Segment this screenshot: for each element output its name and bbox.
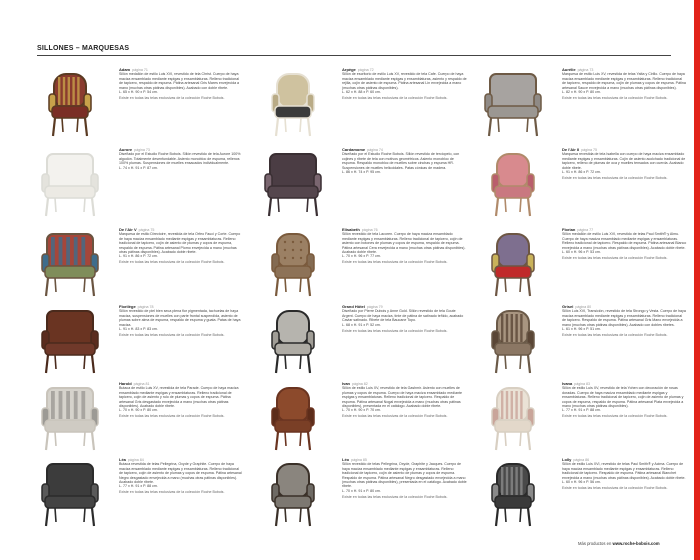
product-dimensions: L. 74 x H. 91 x P. 87 cm. — [119, 165, 158, 170]
product-name: Cardamome — [342, 147, 366, 152]
product-entry — [260, 68, 470, 143]
product-image[interactable] — [480, 228, 546, 300]
product-page-ref: página 76 — [361, 228, 378, 232]
footer-prefix: Más productos en — [578, 541, 612, 546]
footer-url[interactable]: www.roche-bobois.com — [612, 541, 660, 546]
product-description: Sillón de estilo Luis XV, revestido de tela Yohen con decoración de rosas doradas. Cuerpo de haya maciza ensamblado mediante espigas y ensamblaturas. Relleno tradicional de tapicero, cojín de asiento de plumas y copos de espuma, respaldo de espuma. Pátina artesanal Plata envejecida a mano (muchas otras pátinas disponibles). — [562, 386, 684, 409]
product-dimensions: L. 60 x H. 96 x P. 56 cm. — [562, 480, 601, 485]
product-image[interactable] — [37, 228, 103, 300]
product-entry — [37, 228, 247, 303]
product-text — [562, 458, 687, 490]
product-page-ref: página 77 — [577, 228, 594, 232]
product-page-ref: página 86 — [573, 458, 590, 462]
black-stripe-chair-icon — [480, 458, 546, 530]
product-image[interactable] — [480, 68, 546, 140]
product-dimensions: L. 91 x H. 86 x P. 72 cm. — [119, 254, 158, 259]
product-description: Marquesa revestida de tela Isabella con cuerpo de haya maciza ensamblado mediante espigas y ensamblaturas. Cojín de asiento acolchado tradicional de tapicero, relleno de plumas de oca y muelles tensados con cuerda. Acabado doble ribete. — [562, 152, 686, 170]
product-name: Ivan — [342, 381, 351, 386]
product-page-ref: página 82 — [352, 382, 368, 386]
product-entry — [37, 382, 247, 457]
product-page-ref: página 81 — [133, 382, 150, 386]
product-note: Existe en todas las telas exclusivas de la colección Roche Bobois. — [119, 490, 225, 495]
product-entry — [260, 148, 470, 223]
product-text — [562, 148, 687, 180]
product-name: Grand Hôtel — [342, 304, 365, 309]
product-image[interactable] — [37, 382, 103, 454]
product-page-ref: página 85 — [351, 458, 367, 462]
product-image[interactable] — [260, 382, 326, 454]
floral-chair-icon — [480, 382, 546, 454]
product-text — [562, 228, 687, 260]
product-image[interactable] — [480, 382, 546, 454]
product-entry — [480, 458, 690, 533]
product-name: Grisel — [562, 304, 574, 309]
product-entry — [480, 228, 690, 303]
product-note: Existe en todas las telas exclusivas de la colección Roche Bobois. — [342, 328, 448, 333]
product-dimensions: L. 77 x H. 91 x P. 88 cm. — [119, 484, 158, 489]
product-name: Aurore — [119, 147, 133, 152]
product-text — [342, 305, 467, 333]
product-dimensions: L. 70 x H. 90 x P. 70 cm. — [342, 408, 381, 413]
product-note: Existe en todas las telas exclusivas de la colección Roche Bobois. — [562, 332, 668, 337]
product-dimensions: L. 70 x H. 90 x P. 80 cm. — [119, 408, 158, 413]
product-text — [119, 228, 244, 265]
product-text — [342, 458, 467, 499]
product-text — [119, 458, 244, 495]
product-description: Butaca revestida de telas Pellegrina, Oxyde y Graphite. Cuerpo de haya maciza ensamblado mediante espigas y ensamblaturas. Relleno tradicional de tapicero, cojín de asiento de plumas y copos de espuma. Pátina artesanal Negro desgastado envejecida a mano (muchas otras pátinas disponibles). Acabado doble ribete. — [119, 462, 242, 485]
product-entry — [37, 458, 247, 533]
tufted-chair-icon — [260, 228, 326, 300]
product-entry — [37, 68, 247, 143]
product-text — [562, 382, 687, 419]
product-name: Léa — [119, 457, 126, 462]
product-description: Marquesa de estilo Directoire, revestida de tela Orfeo Fauci y Corte. Cuerpo de haya maciza ensamblado mediante espigas y ensamblaturas. Relleno tradicional de tapicero, cojín de asiento de plumas y copos de espuma, respaldo de espuma. Pátina artesanal Plomo envejecida a mano (muchas otras pátinas disponibles). Acabado doble ribete. — [119, 232, 241, 255]
pink-armchair-icon — [480, 148, 546, 220]
product-image[interactable] — [480, 305, 546, 377]
gray-armchair-icon — [260, 458, 326, 530]
product-dimensions: L. 60 x H. 96 x P. 53 cm. — [562, 250, 601, 255]
product-note: Existe en todas las telas exclusivas de la colección Roche Bobois. — [562, 414, 668, 419]
product-name: Harold — [119, 381, 132, 386]
product-entry — [480, 68, 690, 143]
dark-bergere-icon — [37, 458, 103, 530]
product-name: De l'Air V — [119, 227, 137, 232]
white-slipcover-icon — [37, 148, 103, 220]
product-entry — [260, 305, 470, 380]
product-image[interactable] — [480, 148, 546, 220]
product-image[interactable] — [37, 305, 103, 377]
dark-sofa-icon — [260, 148, 326, 220]
product-description: Sillón medallón de estilo Luis XVI, revestido de tela Christ. Cuerpo de haya maciza ensamblado mediante espigas y ensamblaturas. Relleno tradicional de tapicero, respaldo de espuma. Pátina artesanal Gris Mares envejecida a mano (muchas otras pátinas disponibles). Acabado con doble ribete. — [119, 72, 240, 90]
product-note: Existe en todas las telas exclusivas de la colección Roche Bobois. — [119, 414, 225, 419]
product-dimensions: L. 82 x H. 90 x P. 80 cm. — [562, 90, 601, 95]
product-page-ref: página 75 — [138, 228, 155, 232]
product-dimensions: L. 91 x H. 86 x P. 72 cm. — [562, 170, 601, 175]
product-note: Existe en todas las telas exclusivas de la colección Roche Bobois. — [562, 485, 668, 490]
product-name: Florilège — [119, 304, 136, 309]
product-image[interactable] — [37, 148, 103, 220]
gray-fauteuil-icon — [260, 305, 326, 377]
striped-armchair-icon — [37, 68, 103, 140]
title-rule — [37, 55, 671, 56]
product-text — [119, 148, 244, 170]
product-page-ref: página 73 — [577, 68, 594, 72]
striped-sofa-icon — [37, 228, 103, 300]
toile-bergere-icon — [37, 382, 103, 454]
product-text — [342, 148, 467, 174]
wood-frame-chair-icon — [260, 382, 326, 454]
product-description: Sillón revestido de telas Pellegrina, Oxyde, Graphite y Jacques. Cuerpo de haya maciza ensamblado mediante espigas y ensamblaturas. Relleno tradicional de tapicero, cojín de asiento de plumas y copos de espuma. Respaldo de espuma. Pátina artesanal Negro desgastado envejecida a mano (muchas otras pátinas disponibles), presentada en el catálogo. Acabado doble ribete. — [342, 462, 467, 489]
striped-oval-chair-icon — [480, 305, 546, 377]
product-note: Existe en todas las telas exclusivas de la colección Roche Bobois. — [342, 260, 448, 265]
product-dimensions: L. 70 x H. 96 x P. 77 cm. — [342, 254, 381, 259]
product-image[interactable] — [260, 148, 326, 220]
product-text — [562, 68, 687, 100]
product-note: Existe en todas las telas exclusivas de la colección Roche Bobois. — [342, 494, 448, 499]
product-entry — [480, 305, 690, 380]
product-page-ref: página 80 — [575, 305, 592, 309]
product-description: Diseñado por el Estudio Roche Bobois. Sillón revestido de tela Aurore 100% algodón. Totalmente desenfundable. Asiento monobloc de espuma, rellenos 100% plumas. Suspensiones de muelles ensacados individualmente. — [119, 152, 241, 166]
product-entry — [480, 148, 690, 223]
cane-chair-icon — [260, 68, 326, 140]
product-dimensions: L. 70 x H. 91 x P. 80 cm. — [342, 488, 381, 493]
product-description: Sillón de estilo Luis XV, revestido de tela Gashmir. Asiento con muelles de plumas y copos de espuma. Cuerpo de haya maciza ensamblado mediante espigas y ensamblaturas. Relleno tradicional de tapicero. Respaldo de espuma. Pátina artesanal Nogal envejecida a mano (muchas otras pátinas disponibles), presentada en el catálogo. Acabado doble ribete. — [342, 386, 463, 409]
product-description: Marquesa de estilo Luis XV, revestida de telas Yalta y Cirillo. Cuerpo de haya maciza ensamblado mediante espigas y ensamblaturas. Relleno tradicional de tapicero, respaldo de espuma, cojín de plumas y copos de espuma. Pátina artesanal Sauce envejecida a mano (muchas otras pátinas disponibles). — [562, 72, 686, 90]
product-description: Butaca de estilo Luis XV, revestida de tela Parade. Cuerpo de haya maciza ensamblado mediante espigas y ensamblaturas. Relleno tradicional de tapicero, cojín de asiento y rulo de plumas y copos de espuma. Pátina artesanal Gris desgastado envejecida a mano (muchas otras pátinas disponibles). Acabado doble ribete. — [119, 386, 239, 409]
product-dimensions: L. 65 x H. 90 x P. 54 cm. — [119, 90, 158, 95]
product-dimensions: L. 68 x H. 91 x P. 52 cm. — [342, 322, 381, 327]
product-image[interactable] — [260, 228, 326, 300]
product-page-ref: página 78 — [137, 305, 154, 309]
product-page-ref: página 71 — [132, 68, 148, 72]
product-page-ref: página 79 — [366, 305, 383, 309]
product-note: Existe en todas las telas exclusivas de la colección Roche Bobois. — [119, 260, 225, 265]
product-text — [119, 382, 244, 419]
product-note: Existe en todas las telas exclusivas de la colección Roche Bobois. — [562, 175, 668, 180]
product-name: Adam — [119, 67, 131, 72]
product-text — [119, 68, 244, 100]
product-page-ref: página 83 — [574, 382, 591, 386]
product-dimensions: L. 91 x H. 83 x P. 83 cm. — [119, 327, 158, 332]
product-image[interactable] — [37, 68, 103, 140]
product-page-ref: página 74 — [367, 148, 383, 152]
product-note: Existe en todas las telas exclusivas de la colección Roche Bobois. — [342, 414, 448, 419]
product-text — [342, 382, 467, 419]
product-description: Diseñado por Pierre Dubois y Anne Gold. Sillón revestido de tela Goute Argent. Cuerpo de haya maciza, tinte de pátina de satinado teñido, acabado Caviar satinado. Ribete de tela Baucane Topo. — [342, 309, 464, 323]
product-name: Léo — [342, 457, 350, 462]
product-image[interactable] — [480, 458, 546, 530]
product-name: Aurélie — [562, 67, 576, 72]
product-entry — [260, 382, 470, 457]
product-dimensions: L. 61 x H. 96 x P. 51 cm. — [562, 327, 601, 332]
product-name: Florian — [562, 227, 576, 232]
product-description: Sillón medallón de estilo Luis XVI, revestido de telas Paul Smith® y Almu. Cuerpo de haya maciza ensamblado mediante espigas y ensamblaturas. Relleno tradicional de tapicero. Respaldo de espuma. Pátina artesanal Blanco envejecida a mano (muchas otras pátinas disponibles). Acabado doble ribete. — [562, 232, 687, 250]
footer — [578, 541, 660, 546]
product-page-ref: página 75 — [581, 148, 597, 152]
product-page-ref: página 72 — [357, 68, 374, 72]
product-entry — [37, 305, 247, 380]
leather-club-icon — [37, 305, 103, 377]
product-note: Existe en todas las telas exclusivas de la colección Roche Bobois. — [562, 95, 668, 100]
product-description: Sillón Luis XVI, Transición, revestido de tela Strongo y Vesta. Cuerpo de haya maciza ensamblado mediante espigas y ensamblaturas. Relleno tradicional de tapicero. Respaldo de espuma. Pátina artesanal Gris Mano envejecida a mano (muchas otras pátinas disponibles). Acabado con dobles ribetes. — [562, 309, 686, 327]
product-name: De l'Air II — [562, 147, 580, 152]
product-image[interactable] — [260, 458, 326, 530]
product-description: Sillón revestido de piel bien seca plena flor pigmentada, tachuelas de haya maciza, suspensiones de muelles con parte frontal suspendida, asiento de plumas sobre alma de espuma, respaldo de espuma y guata. Patas de haya maciza. — [119, 309, 241, 327]
product-description: Sillón de escritorio de estilo Luis XV, revestido de tela Cafe. Cuerpo de haya maciza ensamblado mediante espigas y ensamblaturas, asiento y respaldo de rejilla, cojín de asiento de espuma. Pátina artesanal Lin envejecida a mano (muchas otras pátinas disponibles). — [342, 72, 467, 90]
product-name: Elisabeth — [342, 227, 360, 232]
product-page-ref: página 73 — [134, 148, 150, 152]
product-text — [342, 68, 467, 100]
product-note: Existe en todas las telas exclusivas de la colección Roche Bobois. — [119, 95, 225, 100]
product-text — [562, 305, 687, 337]
product-dimensions: L. 62 x H. 88 x P. 60 cm. — [342, 90, 381, 95]
red-edge-strip — [694, 0, 700, 560]
product-entry — [260, 228, 470, 303]
product-name: Ivana — [562, 381, 573, 386]
product-name: Arpège — [342, 67, 356, 72]
product-note: Existe en todas las telas exclusivas de la colección Roche Bobois. — [119, 332, 225, 337]
page-title: SILLONES – MARQUESAS — [37, 45, 130, 52]
product-text — [342, 228, 467, 265]
product-description: Sillón revestido de tela Lacoren. Cuerpo de haya maciza ensamblado mediante espigas y ensamblaturas. Relleno tradicional de tapicero, cojín de asiento con botones de plumas y copos de espuma, respaldo de espuma. Pátina artesanal Cera envejecida a mano (muchas otras pátinas disponibles). Acabado doble ribete. — [342, 232, 466, 255]
product-image[interactable] — [260, 305, 326, 377]
product-dimensions: L. 77 x H. 91 x P. 88 cm. — [562, 408, 601, 413]
product-entry — [37, 148, 247, 223]
product-image[interactable] — [37, 458, 103, 530]
product-entry — [480, 382, 690, 457]
red-seat-chair-icon — [480, 228, 546, 300]
product-entry — [260, 458, 470, 533]
product-description: Sillón de estilo Luis XVI, revestido de telas Paul Smith® y Acima. Cuerpo de haya maciza ensamblado mediante espigas y ensamblaturas. Relleno tradicional de tapicero. Respaldo de espuma. Pátina artesanal Blanchet envejecida a mano (muchas otras pátinas disponibles). Acabado doble ribete. — [562, 462, 686, 480]
product-image[interactable] — [260, 68, 326, 140]
product-dimensions: L. 86 x H. 74 x P. 95 cm. — [342, 170, 381, 175]
product-note: Existe en todas las telas exclusivas de la colección Roche Bobois. — [342, 95, 448, 100]
product-page-ref: página 84 — [127, 458, 144, 462]
product-note: Existe en todas las telas exclusivas de la colección Roche Bobois. — [562, 255, 668, 260]
product-text — [119, 305, 244, 337]
product-name: Lolly — [562, 457, 572, 462]
product-description: Diseñado por el Estudio Roche Bobois. Sillón revestido de terciopelo, con cojines y ribete de tela con motivos geométricos. Asiento monobloc de espuma. Respaldo monobloc de muelles sobre cinchas y espuma HR. Suspensiones de muelles helicoidales. Patas cónicas de madera. — [342, 152, 460, 170]
gray-bergere-icon — [480, 68, 546, 140]
